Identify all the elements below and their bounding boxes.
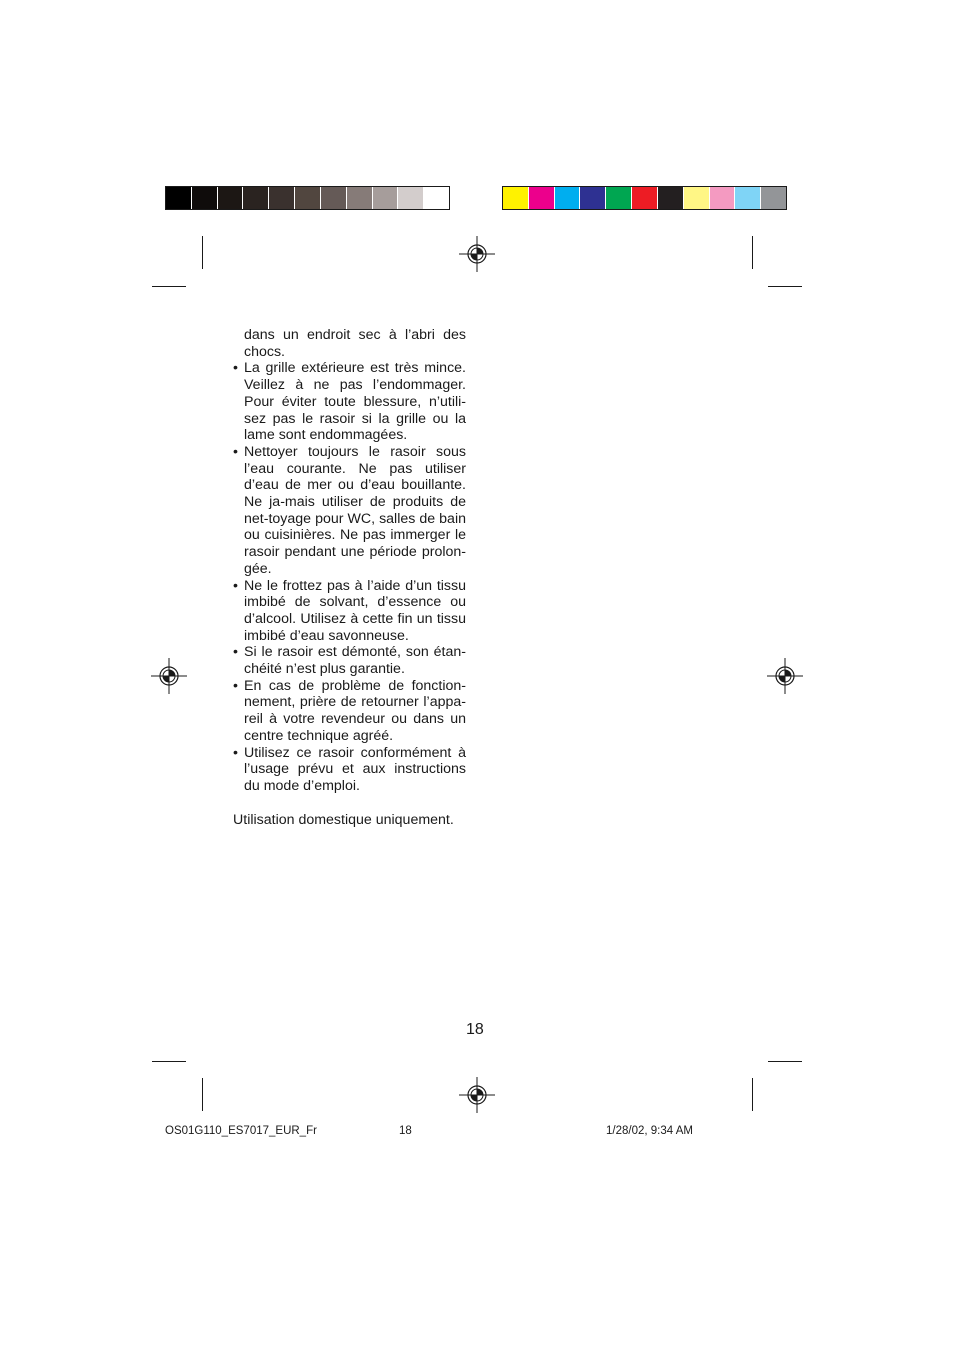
body-text-column [233, 327, 466, 828]
list-item [233, 578, 466, 645]
crop-mark [768, 286, 802, 287]
footer-page: 18 [399, 1125, 412, 1137]
bullet-mark: • [233, 677, 238, 694]
color-swatch [529, 187, 555, 209]
color-swatch [606, 187, 632, 209]
bullet-mark: • [233, 644, 238, 661]
registration-crosshair-icon [151, 658, 187, 694]
continuation-paragraph: dans un endroit sec à l’abri des chocs. [244, 327, 466, 360]
gray-swatch [321, 187, 347, 209]
crop-mark [152, 286, 186, 287]
list-item [233, 444, 466, 578]
footer-timestamp: 1/28/02, 9:34 AM [606, 1125, 693, 1137]
crop-mark [752, 236, 753, 269]
closing-paragraph: Utilisation domestique uniquement. [233, 811, 454, 828]
footer-filename: OS01G110_ES7017_EUR_Fr [165, 1125, 317, 1137]
color-swatch [710, 187, 736, 209]
list-item [233, 678, 466, 745]
list-item-text: La grille extérieure est très mince. Veillez à ne pas l’endommager. Pour éviter toute blessure, n’utili-sez pas le rasoir si la grille ou la lame sont endommagées. [244, 360, 466, 444]
bullet-mark: • [233, 577, 238, 594]
bullet-mark: • [233, 744, 238, 761]
crop-mark [202, 1078, 203, 1111]
registration-crosshair-icon [459, 1077, 495, 1113]
crop-mark [202, 236, 203, 269]
gray-swatch [424, 187, 449, 209]
registration-crosshair-icon [767, 658, 803, 694]
list-item-text: Si le rasoir est démonté, son étan-chéité n’est plus garantie. [244, 644, 466, 678]
gray-swatch [243, 187, 269, 209]
crop-mark [752, 1078, 753, 1111]
gray-swatch [398, 187, 424, 209]
list-item-text: Ne le frottez pas à l’aide d’un tissu imbibé de solvant, d’essence ou d’alcool. Utilisez à cette fin un tissu imbibé d’eau savonneuse. [244, 577, 466, 644]
color-swatch [735, 187, 761, 209]
gray-swatch [192, 187, 218, 209]
crop-mark [152, 1061, 186, 1062]
list-item-text: En cas de problème de fonction-nement, prière de retourner l’appa-reil à votre revendeur ou dans un centre technique agréé. [244, 677, 466, 744]
grayscale-calibration-bar [165, 186, 450, 210]
gray-swatch [295, 187, 321, 209]
color-swatch [555, 187, 581, 209]
list-item [233, 360, 466, 444]
color-swatch [503, 187, 529, 209]
color-swatch [684, 187, 710, 209]
list-item [233, 745, 466, 795]
color-swatch [761, 187, 786, 209]
color-swatch [580, 187, 606, 209]
gray-swatch [347, 187, 373, 209]
page-number: 18 [466, 1021, 484, 1038]
color-swatch [632, 187, 658, 209]
gray-swatch [373, 187, 399, 209]
color-swatch [658, 187, 684, 209]
registration-crosshair-icon [459, 236, 495, 272]
gray-swatch [166, 187, 192, 209]
bullet-mark: • [233, 443, 238, 460]
crop-mark [768, 1061, 802, 1062]
bullet-mark: • [233, 360, 238, 377]
gray-swatch [269, 187, 295, 209]
gray-swatch [218, 187, 244, 209]
list-item-text: Utilisez ce rasoir conformément à l’usage prévu et aux instructions du mode d’emploi. [244, 744, 466, 794]
list-item-text: Nettoyer toujours le rasoir sous l’eau courante. Ne pas utiliser d’eau de mer ou d’eau bouillante. Ne ja-mais utiliser de produits de net-toyage pour WC, salles de bain ou cuisinières. Ne pas immerger le rasoir pendant une période prolon-gée. [244, 443, 466, 577]
list-item [233, 644, 466, 677]
color-calibration-bar [502, 186, 787, 210]
